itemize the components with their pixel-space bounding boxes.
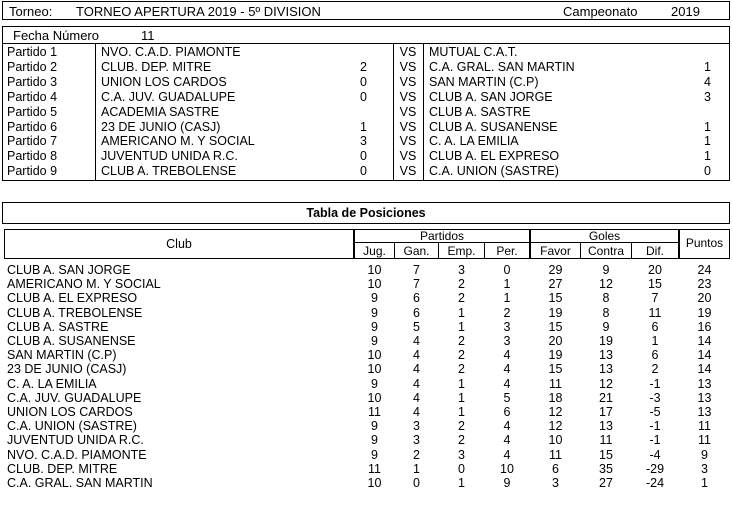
match-away-goals: 0 — [704, 164, 711, 179]
club-name: SAN MARTIN (C.P) — [7, 348, 117, 363]
match-label: Partido 8 — [7, 149, 58, 164]
jug-value: 9 — [371, 319, 378, 334]
contra-value: 21 — [599, 390, 613, 405]
contra-value: 27 — [599, 476, 613, 490]
club-name: CLUB A. EL EXPRESO — [7, 291, 138, 306]
emp-value: 2 — [458, 348, 465, 363]
puntos-value: 13 — [697, 390, 712, 405]
standings-row — [4, 306, 730, 320]
jug-value: 10 — [367, 263, 382, 277]
club-name: CLUB. DEP. MITRE — [7, 461, 118, 476]
match-row — [3, 134, 729, 149]
match-home-goals: 2 — [360, 59, 367, 74]
emp-header-cell — [438, 242, 485, 259]
contra-value: 15 — [599, 447, 613, 462]
gan-value: 1 — [413, 461, 420, 476]
match-row — [3, 45, 729, 60]
club-name: AMERICANO M. Y SOCIAL — [7, 277, 161, 292]
dif-value: -5 — [649, 405, 661, 419]
standings-row — [4, 462, 730, 476]
per-value: 1 — [503, 291, 511, 306]
dif-value: -1 — [649, 433, 661, 448]
dif-value: -1 — [649, 376, 661, 391]
puntos-value: 14 — [697, 334, 712, 348]
gan-value: 2 — [413, 447, 420, 462]
match-label: Partido 7 — [7, 134, 58, 149]
per-value: 4 — [503, 348, 511, 363]
match-away-goals: 4 — [704, 74, 711, 89]
standings-row — [4, 448, 730, 462]
per-value: 3 — [503, 319, 511, 334]
gan-value: 6 — [413, 291, 420, 306]
club-name: CLUB A. TREBOLENSE — [7, 305, 143, 320]
club-name: NVO. C.A.D. PIAMONTE — [7, 447, 147, 462]
favor-value: 11 — [549, 447, 562, 462]
puntos-value: 3 — [701, 461, 708, 476]
dif-value: 7 — [651, 291, 659, 306]
match-vs: VS — [399, 59, 417, 74]
jug-value: 9 — [371, 305, 378, 320]
match-home-team: AMERICANO M. Y SOCIAL — [101, 134, 255, 149]
match-away-team: C. A. LA EMILIA — [429, 134, 519, 149]
emp-value: 2 — [458, 433, 465, 448]
club-name: CLUB A. SASTRE — [7, 319, 109, 334]
contra-value: 35 — [599, 461, 613, 476]
fecha-label: Fecha Número — [13, 28, 99, 43]
club-header: Club — [166, 237, 192, 251]
match-vs: VS — [399, 89, 417, 104]
jug-value: 9 — [371, 334, 378, 348]
campeonato-label: Campeonato — [563, 4, 638, 19]
emp-value: 2 — [458, 362, 465, 377]
dif-value: -24 — [645, 476, 665, 490]
match-away-team: CLUB A. SUSANENSE — [429, 119, 558, 134]
jug-value: 11 — [368, 461, 381, 476]
dif-value: 11 — [648, 305, 662, 320]
per-header-cell — [484, 242, 530, 259]
match-away-goals: 1 — [704, 149, 711, 164]
standings-row — [4, 291, 730, 305]
puntos-value: 19 — [697, 305, 712, 320]
emp-value: 1 — [458, 319, 465, 334]
gan-value: 4 — [413, 376, 420, 391]
match-vs: VS — [399, 45, 417, 59]
match-home-team: CLUB A. TREBOLENSE — [101, 164, 237, 179]
gan-value: 4 — [413, 334, 420, 348]
standings-row — [4, 419, 730, 433]
per-value: 4 — [503, 433, 511, 448]
match-vs: VS — [399, 134, 417, 149]
standings-row — [4, 320, 730, 334]
per-value: 0 — [503, 263, 511, 277]
gan-value: 4 — [413, 390, 420, 405]
contra-value: 13 — [599, 362, 613, 377]
gan-value: 3 — [413, 433, 420, 448]
campeonato-year: 2019 — [671, 4, 700, 19]
club-name: 23 DE JUNIO (CASJ) — [7, 362, 127, 377]
per-value: 1 — [503, 277, 511, 292]
emp-value: 1 — [458, 405, 465, 419]
contra-value: 13 — [599, 348, 613, 363]
favor-value: 27 — [548, 277, 563, 292]
emp-value: 3 — [458, 447, 465, 462]
favor-value: 6 — [552, 461, 559, 476]
match-row — [3, 75, 729, 90]
emp-value: 1 — [458, 305, 465, 320]
match-away-team: C.A. UNION (SASTRE) — [429, 164, 559, 179]
dif-value: 1 — [651, 334, 659, 348]
gan-header-cell — [394, 242, 439, 259]
contra-value: 9 — [602, 263, 610, 277]
per-value: 2 — [503, 305, 511, 320]
jug-value: 9 — [371, 447, 378, 462]
goles-group-cell — [530, 229, 679, 243]
emp-value: 2 — [458, 277, 465, 292]
standings-row — [4, 277, 730, 291]
contra-value: 17 — [599, 405, 613, 419]
dif-header-cell — [631, 242, 679, 259]
match-home-team: UNION LOS CARDOS — [101, 74, 227, 89]
jug-value: 10 — [367, 362, 382, 377]
match-vs: VS — [399, 104, 417, 119]
match-row — [3, 149, 729, 164]
emp-value: 1 — [458, 390, 465, 405]
match-label: Partido 1 — [7, 45, 58, 59]
club-name: C.A. JUV. GUADALUPE — [7, 390, 142, 405]
match-vs: VS — [399, 149, 417, 164]
jug-value: 9 — [371, 291, 378, 306]
emp-value: 2 — [458, 419, 465, 434]
club-name: CLUB A. SAN JORGE — [7, 263, 131, 277]
jug-value: 9 — [371, 433, 378, 448]
per-value: 5 — [503, 390, 511, 405]
club-name: CLUB A. SUSANENSE — [7, 334, 136, 348]
tournament-header — [2, 1, 730, 20]
puntos-value: 23 — [697, 277, 712, 292]
match-away-team: C.A. GRAL. SAN MARTIN — [429, 59, 575, 74]
match-away-team: CLUB A. EL EXPRESO — [429, 149, 560, 164]
club-name: UNION LOS CARDOS — [7, 405, 133, 419]
match-label: Partido 6 — [7, 119, 58, 134]
match-away-team: MUTUAL C.A.T. — [429, 45, 518, 59]
dif-value: 6 — [651, 348, 659, 363]
gan-value: 3 — [413, 419, 420, 434]
match-vs: VS — [399, 164, 417, 179]
dif-value: -3 — [649, 390, 661, 405]
jug-value: 10 — [367, 476, 382, 490]
match-row — [3, 105, 729, 120]
favor-value: 3 — [552, 476, 559, 490]
emp-value: 2 — [458, 291, 465, 306]
contra-value: 12 — [599, 277, 613, 292]
favor-value: 12 — [548, 405, 563, 419]
emp-value: 1 — [458, 376, 465, 391]
match-vs: VS — [399, 74, 417, 89]
favor-value: 11 — [549, 376, 562, 391]
gan-value: 0 — [413, 476, 420, 490]
jug-value: 10 — [367, 277, 382, 292]
contra-value: 19 — [599, 334, 613, 348]
dif-value: -4 — [649, 447, 661, 462]
puntos-value: 1 — [701, 476, 708, 490]
gan-header: Gan. — [403, 244, 430, 258]
emp-header: Emp. — [447, 244, 476, 258]
contra-header: Contra — [587, 244, 625, 258]
match-away-goals: 1 — [704, 59, 711, 74]
match-home-team: JUVENTUD UNIDA R.C. — [101, 149, 238, 164]
jug-header-cell — [354, 242, 395, 259]
jug-value: 10 — [367, 390, 382, 405]
match-home-goals: 0 — [360, 74, 367, 89]
puntos-value: 14 — [697, 362, 712, 377]
gan-value: 5 — [413, 319, 420, 334]
jug-value: 9 — [371, 376, 378, 391]
match-home-team: ACADEMIA SASTRE — [101, 104, 220, 119]
gan-value: 7 — [413, 263, 420, 277]
club-name: C. A. LA EMILIA — [7, 376, 97, 391]
contra-header-cell — [580, 242, 632, 259]
gan-value: 4 — [413, 348, 420, 363]
match-home-goals: 0 — [360, 89, 367, 104]
matches-table — [2, 44, 730, 181]
fecha-number: 11 — [141, 28, 155, 43]
puntos-value: 13 — [697, 376, 712, 391]
standings-row — [4, 391, 730, 405]
match-home-goals: 3 — [360, 134, 367, 149]
per-header: Per. — [496, 244, 518, 258]
match-home-goals: 1 — [360, 119, 367, 134]
dif-value: 15 — [648, 277, 662, 292]
fecha-bar — [2, 26, 730, 44]
dif-header: Dif. — [646, 244, 664, 258]
per-value: 4 — [503, 362, 511, 377]
match-label: Partido 4 — [7, 89, 58, 104]
match-vs: VS — [399, 119, 417, 134]
gan-value: 7 — [413, 277, 420, 292]
standings-row — [4, 377, 730, 391]
standings-row — [4, 348, 730, 362]
match-row — [3, 120, 729, 135]
gan-value: 4 — [413, 362, 420, 377]
per-value: 4 — [503, 419, 511, 434]
standings-row — [4, 405, 730, 419]
per-value: 10 — [500, 461, 514, 476]
contra-value: 9 — [602, 319, 610, 334]
club-name: JUVENTUD UNIDA R.C. — [7, 433, 144, 448]
per-value: 9 — [503, 476, 511, 490]
dif-value: 2 — [651, 362, 659, 377]
dif-value: 6 — [651, 319, 659, 334]
match-row — [3, 90, 729, 105]
standings-row — [4, 334, 730, 348]
match-home-team: NVO. C.A.D. PIAMONTE — [101, 45, 241, 59]
standings-title: Tabla de Posiciones — [306, 206, 426, 220]
standings-row — [4, 362, 730, 376]
match-label: Partido 5 — [7, 104, 58, 119]
per-value: 6 — [503, 405, 511, 419]
partidos-group-cell — [354, 229, 530, 243]
puntos-value: 11 — [698, 433, 711, 448]
favor-value: 15 — [548, 362, 563, 377]
emp-value: 3 — [458, 263, 465, 277]
match-label: Partido 3 — [7, 74, 58, 89]
favor-value: 10 — [548, 433, 563, 448]
club-header-cell — [4, 229, 354, 259]
favor-value: 12 — [548, 419, 563, 434]
favor-value: 20 — [548, 334, 563, 348]
standings-title-bar — [2, 202, 730, 224]
puntos-header-cell — [679, 229, 730, 259]
favor-value: 15 — [548, 319, 563, 334]
emp-value: 2 — [458, 334, 465, 348]
match-away-team: CLUB A. SASTRE — [429, 104, 531, 119]
match-label: Partido 2 — [7, 59, 58, 74]
match-row — [3, 60, 729, 75]
contra-value: 8 — [602, 305, 610, 320]
dif-value: -29 — [645, 461, 665, 476]
puntos-value: 13 — [697, 405, 712, 419]
jug-value: 10 — [367, 348, 382, 363]
puntos-value: 24 — [697, 263, 712, 277]
match-home-team: C.A. JUV. GUADALUPE — [101, 89, 236, 104]
puntos-header: Puntos — [685, 236, 724, 250]
favor-value: 18 — [548, 390, 563, 405]
match-away-goals: 3 — [704, 89, 711, 104]
contra-value: 8 — [602, 291, 610, 306]
favor-value: 29 — [548, 263, 563, 277]
standings-row — [4, 433, 730, 447]
match-home-goals: 0 — [360, 149, 367, 164]
puntos-value: 20 — [697, 291, 712, 306]
partidos-header: Partidos — [419, 229, 465, 243]
club-name: C.A. UNION (SASTRE) — [7, 419, 137, 434]
standings-header — [4, 229, 730, 259]
favor-value: 15 — [548, 291, 563, 306]
match-row — [3, 164, 729, 179]
jug-value: 11 — [368, 405, 381, 419]
torneo-label: Torneo: — [9, 4, 53, 19]
gan-value: 6 — [413, 305, 420, 320]
dif-value: 20 — [648, 263, 662, 277]
match-home-team: CLUB. DEP. MITRE — [101, 59, 212, 74]
contra-value: 12 — [599, 376, 613, 391]
match-label: Partido 9 — [7, 164, 58, 179]
favor-header-cell — [530, 242, 581, 259]
gan-value: 4 — [413, 405, 420, 419]
dif-value: -1 — [649, 419, 661, 434]
puntos-value: 16 — [697, 319, 712, 334]
favor-value: 19 — [548, 305, 563, 320]
match-away-team: CLUB A. SAN JORGE — [429, 89, 553, 104]
puntos-value: 11 — [698, 419, 711, 434]
per-value: 4 — [503, 447, 511, 462]
puntos-value: 9 — [701, 447, 708, 462]
jug-value: 9 — [371, 419, 378, 434]
match-away-goals: 1 — [704, 119, 711, 134]
club-name: C.A. GRAL. SAN MARTIN — [7, 476, 153, 490]
per-value: 4 — [503, 376, 511, 391]
goles-header: Goles — [588, 229, 621, 243]
standings-row — [4, 476, 730, 490]
emp-value: 0 — [458, 461, 465, 476]
favor-value: 19 — [548, 348, 563, 363]
match-home-goals: 0 — [360, 164, 367, 179]
match-away-goals: 1 — [704, 134, 711, 149]
contra-value: 11 — [599, 433, 613, 448]
emp-value: 1 — [458, 476, 465, 490]
match-away-team: SAN MARTIN (C.P) — [429, 74, 539, 89]
favor-header: Favor — [540, 244, 571, 258]
standings-row — [4, 263, 730, 277]
puntos-value: 14 — [697, 348, 712, 363]
match-home-team: 23 DE JUNIO (CASJ) — [101, 119, 221, 134]
torneo-name: TORNEO APERTURA 2019 - 5º DIVISION — [76, 4, 321, 19]
per-value: 3 — [503, 334, 511, 348]
jug-header: Jug. — [363, 244, 386, 258]
contra-value: 13 — [599, 419, 613, 434]
